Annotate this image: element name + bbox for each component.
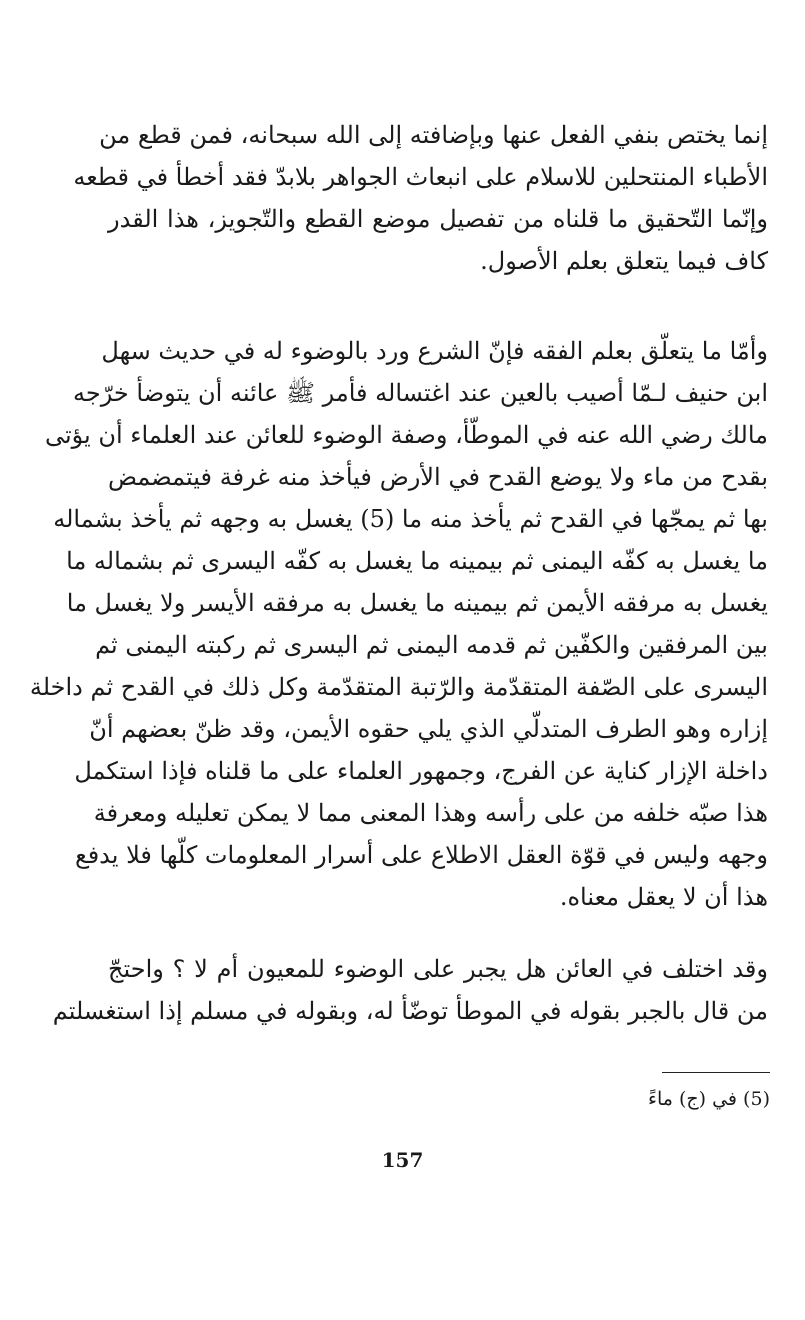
text-line: بها ثم يمجّها في القدح ثم يأخذ منه ما (5) يغسل به وجهه ثم يأخذ بشماله	[53, 505, 768, 533]
text-line: كاف فيما يتعلق بعلم الأصول.	[480, 247, 768, 275]
text-line: ابن حنيف لـمّا أصيب بالعين عند اغتساله فأمر ﷺ عائنه أن يتوضأ خرّجه	[72, 379, 768, 407]
text-line: اليسرى على الصّفة المتقدّمة والرّتبة المتقدّمة وكل ذلك في القدح ثم داخلة	[29, 673, 768, 701]
paragraph-2	[29, 330, 768, 918]
text-line: وجهه وليس في قوّة العقل الاطلاع على أسرار المعلومات كلّها فلا يدفع	[74, 841, 768, 869]
text-line: الأطباء المنتحلين للاسلام على انبعاث الجواهر بلابدّ فقد أخطأ في قطعه	[73, 163, 768, 191]
text-line: بقدح من ماء ولا يوضع القدح في الأرض فيأخذ منه غرفة فيتمضمض	[108, 463, 768, 491]
footnote: (5) في (ج) ماءً	[648, 1088, 770, 1110]
text-line: هذا أن لا يعقل معناه.	[559, 883, 768, 911]
text-line: إزاره وهو الطرف المتدلّي الذي يلي حقوه الأيمن، وقد ظنّ بعضهم أنّ	[89, 715, 768, 743]
text-line: داخلة الإزار كناية عن الفرج، وجمهور العلماء على ما قلناه فإذا استكمل	[74, 757, 768, 785]
text-line: ما يغسل به كفّه اليمنى ثم بيمينه ما يغسل به كفّه اليسرى ثم بشماله ما	[66, 547, 768, 575]
text-line: بين المرفقين والكفّين ثم قدمه اليمنى ثم اليسرى ثم ركبته اليمنى ثم	[95, 631, 768, 659]
text-line: مالك رضي الله عنه في الموطّأ، وصفة الوضوء للعائن عند العلماء أن يؤتى	[44, 421, 768, 449]
text-line: يغسل به مرفقه الأيمن ثم بيمينه ما يغسل به مرفقه الأيسر ولا يغسل ما	[66, 589, 768, 617]
footnote-divider	[662, 1072, 770, 1073]
paragraph-3	[52, 948, 768, 1032]
text-line: وإنّما التّحقيق ما قلناه من تفصيل موضع القطع والتّجويز، هذا القدر	[108, 205, 768, 233]
paragraph-1	[73, 114, 768, 282]
text-line: هذا صبّه خلفه من على رأسه وهذا المعنى مما لا يمكن تعليله ومعرفة	[93, 799, 768, 827]
text-line: وقد اختلف في العائن هل يجبر على الوضوء للمعيون أم لا ؟ واحتجّ	[108, 955, 768, 983]
page-number: 157	[381, 1148, 424, 1172]
text-line: إنما يختص بنفي الفعل عنها وبإضافته إلى الله سبحانه، فمن قطع من	[99, 121, 768, 149]
text-line: وأمّا ما يتعلّق بعلم الفقه فإنّ الشرع ورد بالوضوء له في حديث سهل	[101, 337, 768, 365]
text-line: من قال بالجبر بقوله في الموطأ توضّأ له، وبقوله في مسلم إذا استغسلتم	[52, 997, 768, 1025]
